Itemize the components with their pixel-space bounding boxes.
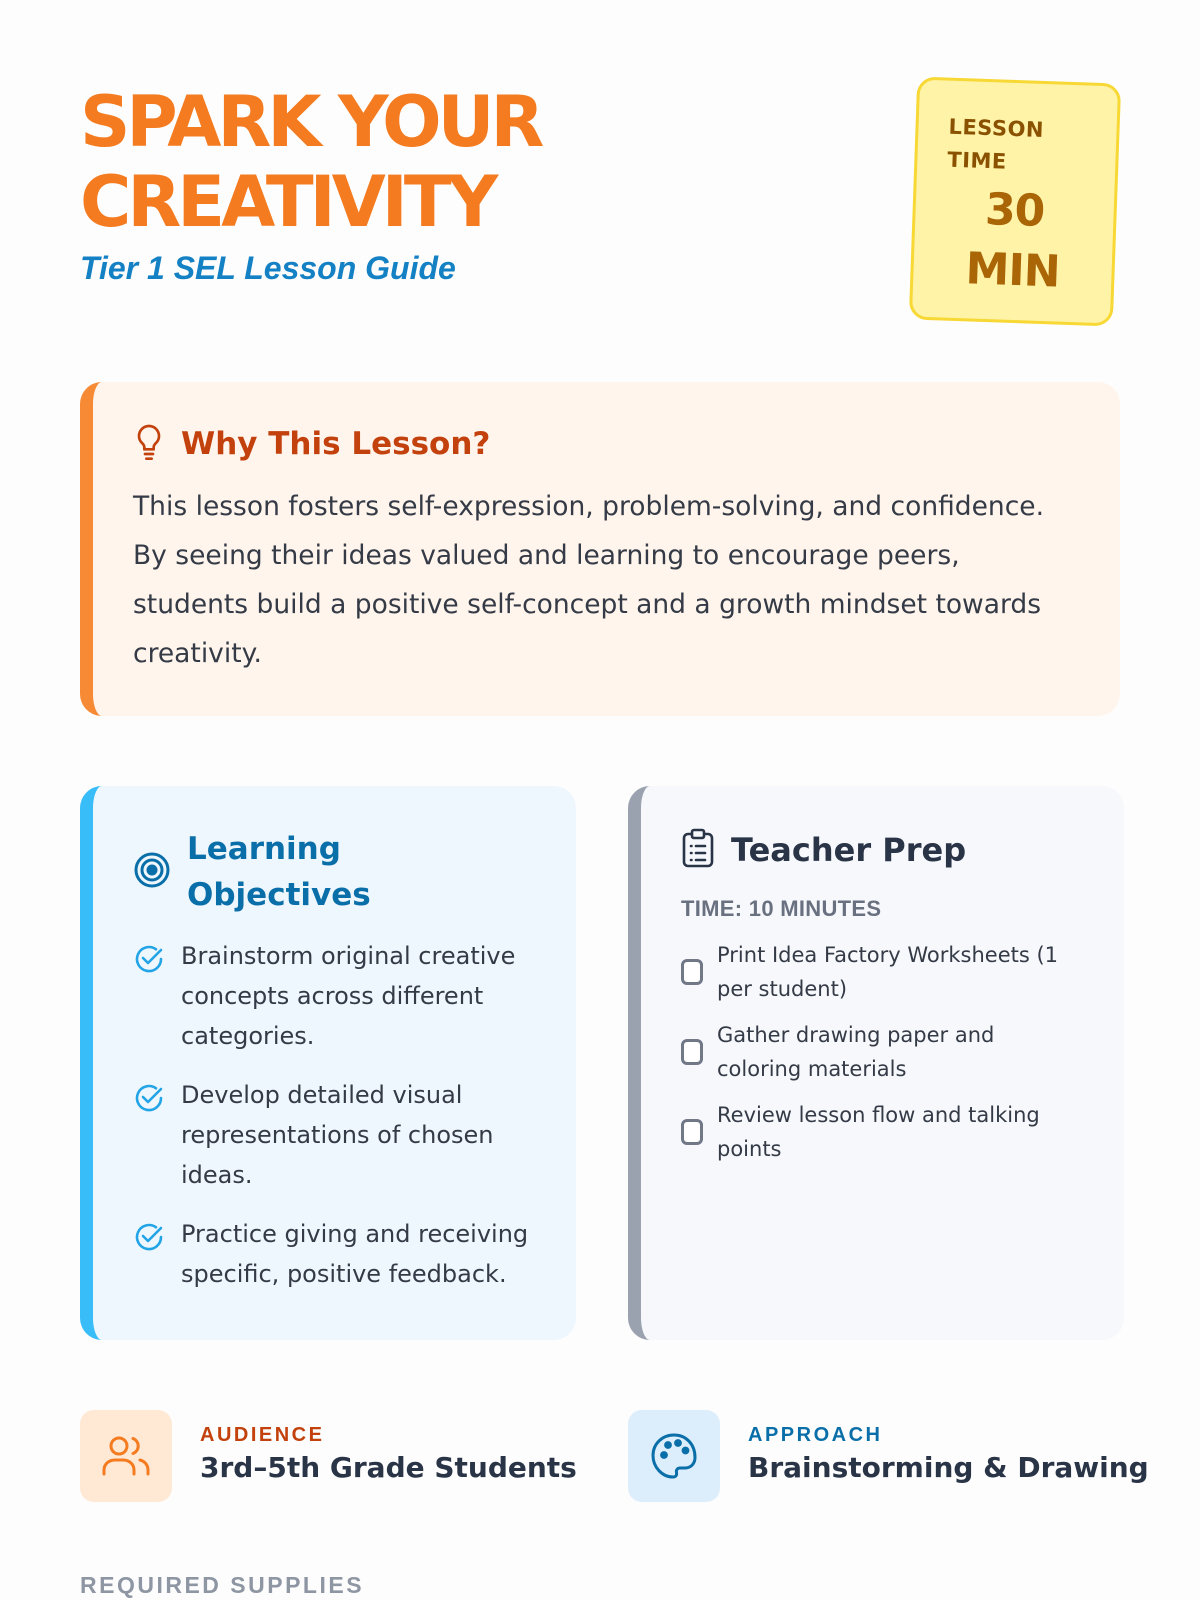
teacher-prep-card <box>628 786 1124 1340</box>
title-line-1: SPARK YOUR <box>80 81 541 163</box>
prep-time: TIME: 10 MINUTES <box>681 896 882 921</box>
objective-text: Brainstorm original creative concepts across different categories. <box>181 942 516 1050</box>
checkbox[interactable] <box>681 1039 703 1065</box>
lesson-time-value <box>913 178 1115 305</box>
why-header <box>133 422 490 466</box>
prep-item-text: Review lesson flow and talking points <box>717 1103 1040 1161</box>
objective-item <box>133 936 553 1056</box>
required-supplies-heading: REQUIRED SUPPLIES <box>80 1572 365 1598</box>
check-circle-icon <box>133 1075 167 1195</box>
objective-item <box>133 1075 553 1195</box>
audience-label: AUDIENCE <box>200 1424 325 1446</box>
objective-item <box>133 1214 553 1294</box>
page-title <box>80 82 720 242</box>
objectives-header <box>133 826 417 918</box>
prep-item-text: Print Idea Factory Worksheets (1 per student) <box>717 943 1059 1001</box>
objective-text: Develop detailed visual representations of chosen ideas. <box>181 1081 494 1189</box>
lesson-time-label <box>947 111 1045 180</box>
prep-heading: Teacher Prep <box>731 831 967 869</box>
palette-icon <box>628 1410 720 1502</box>
target-icon <box>133 851 171 893</box>
objective-text: Practice giving and receiving specific, positive feedback. <box>181 1220 529 1288</box>
prep-item[interactable] <box>681 1098 1081 1166</box>
approach-text <box>748 1410 1149 1502</box>
lesson-time-number: 30 <box>984 183 1046 238</box>
why-heading: Why This Lesson? <box>181 426 491 462</box>
objectives-heading: Learning Objectives <box>187 831 371 913</box>
prep-item-text: Gather drawing paper and coloring materials <box>717 1023 995 1081</box>
approach-block <box>628 1410 1149 1502</box>
prep-checklist <box>681 938 1081 1178</box>
prep-item[interactable] <box>681 1018 1081 1086</box>
lesson-time-label-line-2: TIME <box>947 147 1008 174</box>
audience-block <box>80 1410 577 1502</box>
objectives-list <box>133 936 553 1313</box>
lesson-time-badge <box>909 77 1121 327</box>
audience-value: 3rd–5th Grade Students <box>200 1451 577 1484</box>
audience-text <box>200 1410 577 1502</box>
why-this-lesson-card <box>80 382 1120 716</box>
checkbox[interactable] <box>681 1119 703 1145</box>
users-icon <box>80 1410 172 1502</box>
lightbulb-icon <box>133 422 165 466</box>
approach-value: Brainstorming & Drawing <box>748 1451 1149 1484</box>
page-subtitle: Tier 1 SEL Lesson Guide <box>80 250 456 286</box>
why-body: This lesson fosters self-expression, problem-solving, and confidence. By seeing their ideas valued and learning to encourage peers, students build a positive self-concept and a growth mindset towards creativity. <box>133 491 1045 669</box>
title-line-2: CREATIVITY <box>80 161 495 243</box>
checkbox[interactable] <box>681 959 703 985</box>
prep-header <box>681 828 966 872</box>
lesson-time-label-line-1: LESSON <box>948 114 1045 142</box>
approach-label: APPROACH <box>748 1424 883 1446</box>
check-circle-icon <box>133 1214 167 1294</box>
check-circle-icon <box>133 936 167 1056</box>
clipboard-icon <box>681 828 715 872</box>
learning-objectives-card <box>80 786 576 1340</box>
lesson-time-unit: MIN <box>964 243 1061 298</box>
prep-item[interactable] <box>681 938 1081 1006</box>
